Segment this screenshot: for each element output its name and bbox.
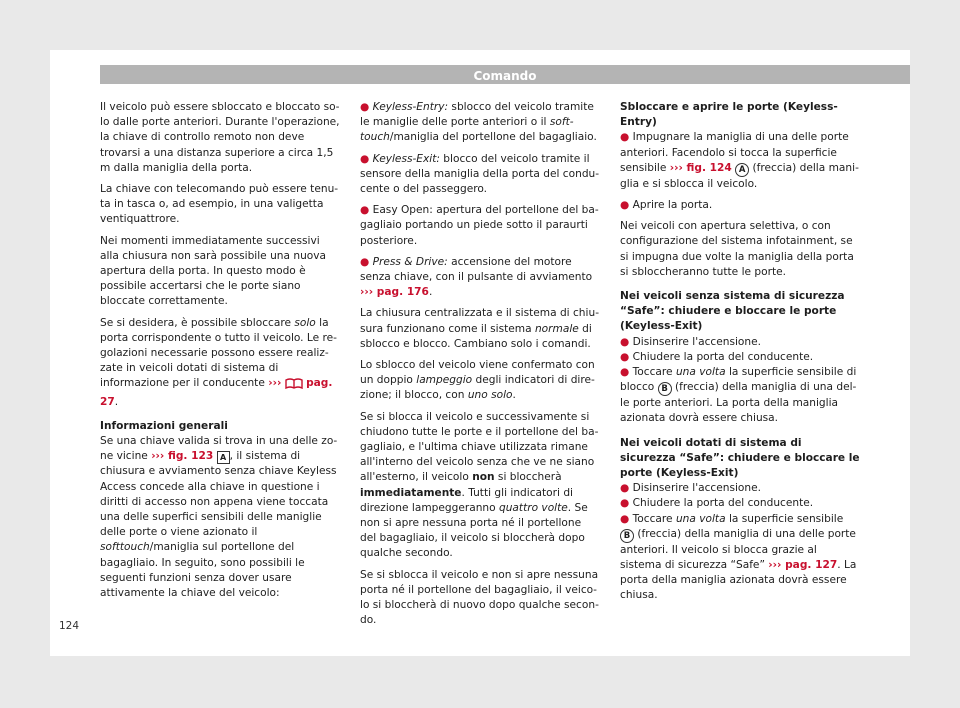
bullet-icon: ● bbox=[360, 101, 370, 113]
paragraph: Il veicolo può essere sbloccato e bloccato solo dalle porte anteriori. Durante l'operazione, la chiave di controllo remoto non deve trovarsi a una distanza superiore a circa 1,5 m dalla maniglia della porta. bbox=[100, 101, 340, 174]
page-link[interactable]: pag. 27 bbox=[100, 377, 333, 408]
bullet-icon: ● bbox=[360, 204, 370, 217]
list-item: ● Aprire la porta. bbox=[620, 199, 713, 212]
paragraph: Nei veicoli con apertura selettiva, o con configurazione del sistema infotainment, se si impugna due volte la maniglia della porta si sbloccheranno tutte le porte. bbox=[620, 220, 854, 278]
callout-a: A bbox=[217, 451, 230, 464]
book-icon bbox=[285, 378, 303, 394]
paragraph: La chiusura centralizzata e il sistema di chiusura funzionano come il sistema normale di sblocco e blocco. Cambiano solo i comandi. bbox=[360, 307, 600, 350]
list-item: ● Press & Drive: accensione del motore senza chiave, con il pulsante di avviamento ››› pag. 176. bbox=[360, 255, 593, 299]
subheading: Informazioni generali bbox=[100, 419, 228, 432]
figure-link[interactable]: ››› fig. 123 bbox=[151, 450, 214, 463]
list-item: ● Toccare una volta la superficie sensibile di blocco B (freccia) della maniglia di una delle porte anteriori. La porta della maniglia azionata dovrà essere chiusa. bbox=[620, 366, 857, 425]
paragraph: Se si sblocca il veicolo e non si apre nessuna porta né il portellone del bagagliaio, il veicolo si bloccherà di nuovo dopo qualche secondo. bbox=[360, 568, 599, 627]
bullet-icon: ● bbox=[360, 255, 370, 268]
list-item: ● Impugnare la maniglia di una delle porte anteriori. Facendolo si tocca la superficie sensibile ››› fig. 124 A (freccia) della maniglia e si sblocca il veicolo. bbox=[620, 131, 859, 190]
section-title: Comando bbox=[473, 69, 537, 83]
column-1 bbox=[100, 100, 340, 607]
bullet-icon: ● bbox=[620, 482, 630, 495]
paragraph: La chiave con telecomando può essere tenuta in tasca o, ad esempio, in una valigetta ventiquattrore. bbox=[100, 183, 339, 226]
page-number: 124 bbox=[59, 620, 80, 632]
paragraph: Se una chiave valida si trova in una delle zone vicine ››› fig. 123 A , il sistema di chiusura e avviamento senza chiave Keyless Access concede alla chiave in questione i diritti di accesso non appena viene toccata una delle superfici sensibili delle maniglie delle porte o viene azionato il softtouch/maniglia sul portellone del bagagliaio. In seguito, sono possibili le seguenti funzioni senza dover usare attivamente la chiave del veicolo: bbox=[100, 435, 338, 600]
paragraph: Se si desidera, è possibile sbloccare solo la porta corrispondente o tutto il veicolo. Le regolazioni necessarie possono essere realizzate in veicoli dotati di sistema di informazione per il conducente ››› pag. 27. bbox=[100, 316, 337, 408]
column-2 bbox=[360, 100, 600, 635]
figure-link[interactable]: ››› fig. 124 bbox=[669, 161, 732, 174]
bullet-icon: ● bbox=[620, 350, 630, 363]
column-3 bbox=[620, 100, 860, 610]
bullet-icon: ● bbox=[620, 497, 630, 510]
list-item: ● Disinserire l'accensione. bbox=[620, 335, 762, 348]
callout-a: A bbox=[735, 163, 749, 177]
page-link[interactable]: ››› pag. 127 bbox=[768, 559, 838, 572]
bullet-icon: ● bbox=[360, 152, 370, 165]
bullet-icon: ● bbox=[620, 512, 630, 525]
page-link[interactable]: ››› pag. 176 bbox=[360, 286, 429, 299]
list-item: ● Easy Open: apertura del portellone del bagagliaio portando un piede sotto il paraurti posteriore. bbox=[360, 204, 599, 247]
subheading: Sbloccare e aprire le porte (Keyless-Entry) bbox=[620, 101, 838, 129]
callout-b: B bbox=[658, 382, 672, 396]
link-arrow[interactable]: ››› bbox=[268, 377, 282, 390]
bullet-icon: ● bbox=[620, 131, 630, 144]
manual-page bbox=[50, 50, 910, 656]
paragraph: Se si blocca il veicolo e successivamente si chiudono tutte le porte e il portellone del bagagliaio, e l'ultima chiave utilizzata rimane all'interno del veicolo senza che ve ne siano all'esterno, il veicolo non si bloccherà immediatamente. Tutti gli indicatori di direzione lampeggeranno quattro volte. Se non si apre nessuna porta né il portellone del bagagliaio, il veicolo si bloccherà dopo qualche secondo. bbox=[360, 410, 599, 560]
list-item: ● Keyless-Entry: sblocco del veicolo tramite le maniglie delle porte anteriori o il softtouch/maniglia del portellone del bagagliaio. bbox=[360, 101, 597, 144]
paragraph: Nei momenti immediatamente successivi alla chiusura non sarà possibile una nuova apertura della porta. In questo modo è possibile accertarsi che le porte siano bloccate correttamente. bbox=[100, 234, 327, 308]
bullet-icon: ● bbox=[620, 199, 630, 212]
callout-b: B bbox=[620, 529, 634, 543]
list-item: ● Toccare una volta la superficie sensibile B (freccia) della maniglia di una delle porte anteriori. Il veicolo si blocca grazie al sistema di sicurezza “Safe” ››› pag. 127. La porta della maniglia azionata dovrà essere chiusa. bbox=[620, 512, 857, 602]
list-item: ● Keyless-Exit: blocco del veicolo tramite il sensore della maniglia della porta del conducente o del passeggero. bbox=[360, 152, 600, 196]
list-item: ● Chiudere la porta del conducente. bbox=[620, 350, 814, 363]
list-item: ● Disinserire l'accensione. bbox=[620, 482, 762, 495]
section-header bbox=[100, 65, 910, 84]
bullet-icon: ● bbox=[620, 366, 630, 379]
subheading: Nei veicoli dotati di sistema di sicurezza “Safe”: chiudere e bloccare le porte (Keyless-Exit) bbox=[620, 436, 860, 480]
bullet-icon: ● bbox=[620, 335, 630, 348]
paragraph: Lo sblocco del veicolo viene confermato con un doppio lampeggio degli indicatori di direzione; il blocco, con uno solo. bbox=[360, 359, 595, 402]
subheading: Nei veicoli senza sistema di sicurezza “Safe”: chiudere e bloccare le porte (Keyless-Exit) bbox=[620, 290, 845, 333]
list-item: ● Chiudere la porta del conducente. bbox=[620, 497, 814, 510]
